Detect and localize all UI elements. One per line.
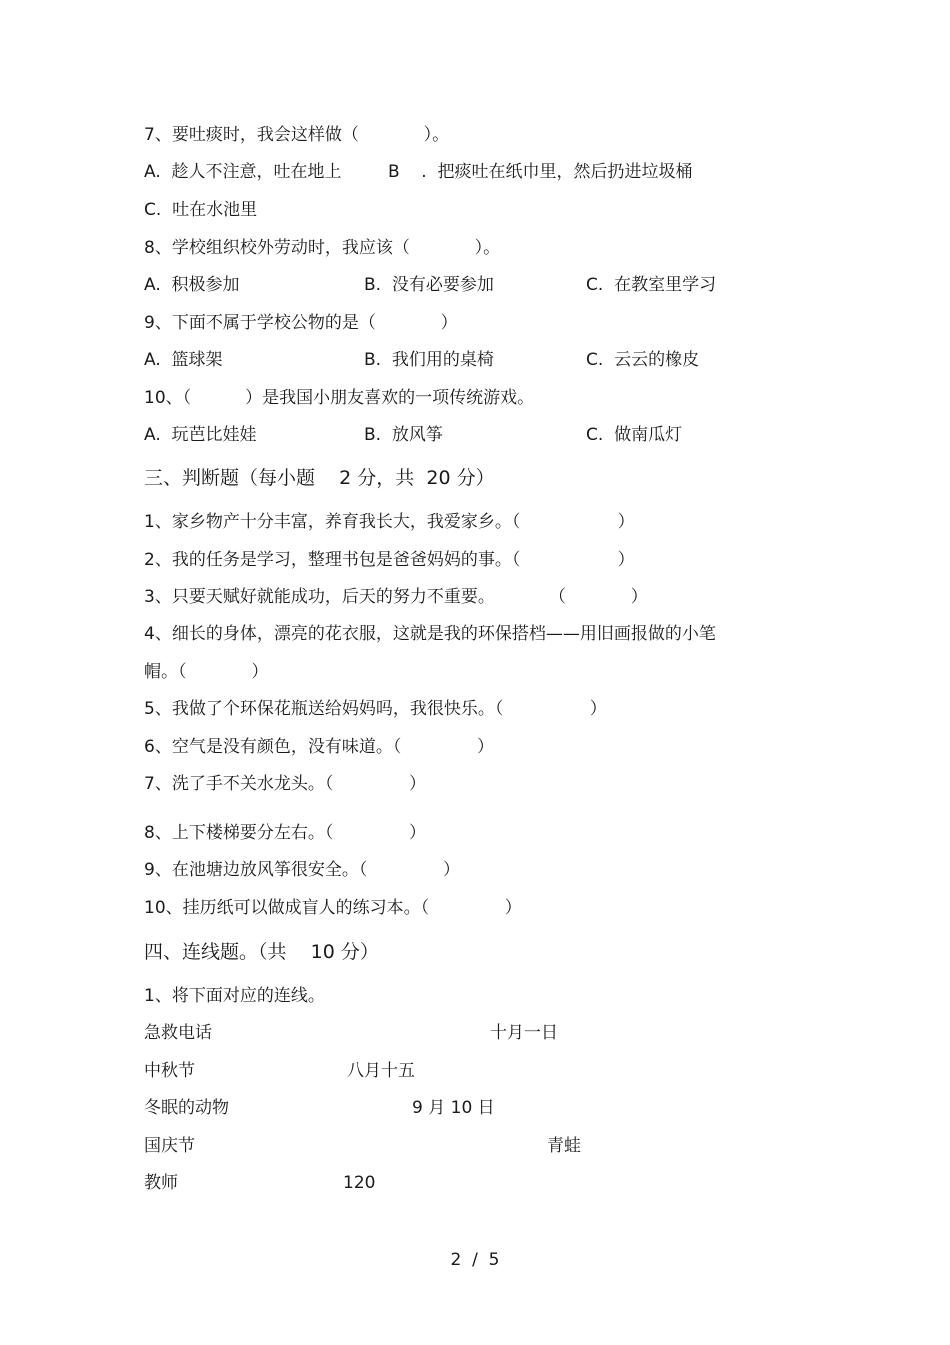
- judge-item: 7、洗了手不关水龙头。（ ）: [144, 774, 426, 794]
- judge-section-heading: 三、判断题（每小题 2 分，共 20 分）: [144, 467, 495, 489]
- question-10-option-a: A. 玩芭比娃娃: [144, 425, 257, 445]
- judge-item: 6、空气是没有颜色，没有味道。（ ）: [144, 737, 494, 757]
- judge-item: 2、我的任务是学习，整理书包是爸爸妈妈的事。（ ）: [144, 550, 635, 570]
- match-left-item: 国庆节: [144, 1136, 195, 1156]
- question-8-option-a: A. 积极参加: [144, 275, 240, 295]
- question-10-stem: 10、（ ）是我国小朋友喜欢的一项传统游戏。: [144, 388, 535, 408]
- match-instruction: 1、将下面对应的连线。: [144, 986, 325, 1006]
- judge-item-continued: 帽。（ ）: [144, 662, 269, 682]
- question-7-option-c: C. 吐在水池里: [144, 200, 258, 220]
- page-number: 2 / 5: [450, 1250, 500, 1270]
- judge-item: 9、在池塘边放风筝很安全。（ ）: [144, 860, 460, 880]
- question-9-option-a: A. 篮球架: [144, 350, 223, 370]
- match-right-item: 9 月 10 日: [412, 1098, 495, 1118]
- question-8-option-b: B. 没有必要参加: [364, 275, 494, 295]
- match-left-item: 教师: [144, 1173, 178, 1193]
- judge-item: 3、只要天赋好就能成功，后天的努力不重要。 （ ）: [144, 587, 648, 607]
- match-right-item: 十月一日: [490, 1023, 558, 1043]
- question-7-stem: 7、要吐痰时，我会这样做（ ）。: [144, 125, 450, 145]
- question-10-option-c: C. 做南瓜灯: [586, 425, 683, 445]
- question-9-option-b: B. 我们用的桌椅: [364, 350, 494, 370]
- judge-item: 8、上下楼梯要分左右。（ ）: [144, 823, 426, 843]
- match-right-item: 八月十五: [347, 1061, 415, 1081]
- judge-item: 1、家乡物产十分丰富，养育我长大，我爱家乡。（ ）: [144, 512, 635, 532]
- question-8-option-c: C. 在教室里学习: [586, 275, 717, 295]
- match-left-item: 中秋节: [144, 1061, 195, 1081]
- match-right-item: 120: [343, 1173, 376, 1193]
- question-9-stem: 9、下面不属于学校公物的是（ ）: [144, 313, 458, 333]
- match-left-item: 急救电话: [144, 1023, 212, 1043]
- match-section-heading: 四、连线题。（共 10 分）: [144, 941, 379, 963]
- judge-item: 4、细长的身体，漂亮的花衣服，这就是我的环保搭档——用旧画报做的小笔: [144, 624, 716, 644]
- match-right-item: 青蛙: [547, 1136, 581, 1156]
- question-9-option-c: C. 云云的橡皮: [586, 350, 700, 370]
- match-left-item: 冬眠的动物: [144, 1098, 229, 1118]
- question-7-option-b: B . 把痰吐在纸巾里，然后扔进垃圾桶: [388, 162, 693, 182]
- judge-item: 10、挂历纸可以做成盲人的练习本。（ ）: [144, 898, 522, 918]
- question-8-stem: 8、学校组织校外劳动时，我应该（ ）。: [144, 238, 501, 258]
- question-7-option-a: A. 趁人不注意，吐在地上: [144, 162, 342, 182]
- question-10-option-b: B. 放风筝: [364, 425, 443, 445]
- judge-item: 5、我做了个环保花瓶送给妈妈吗，我很快乐。（ ）: [144, 699, 607, 719]
